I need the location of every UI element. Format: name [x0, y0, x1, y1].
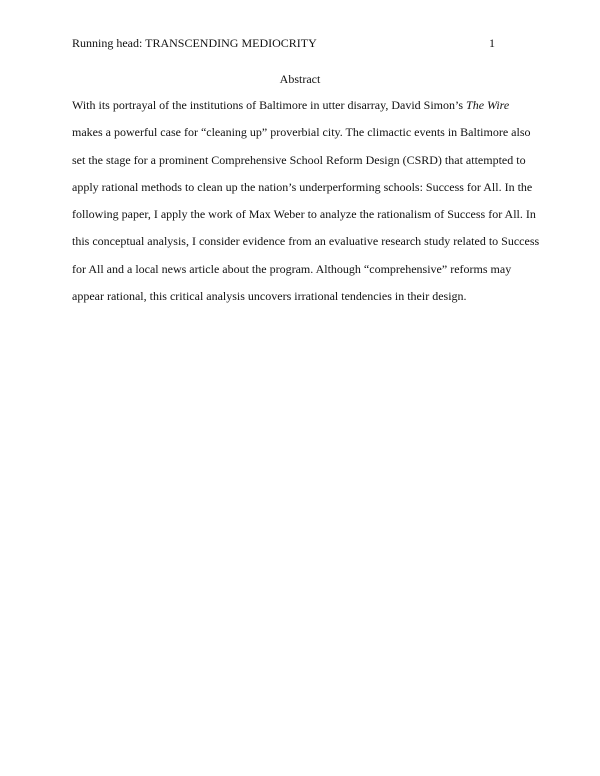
abstract-line-text: With its portrayal of the institutions of Baltimore in utter disarray, David Simon’s	[72, 98, 467, 112]
abstract-line	[72, 92, 532, 119]
abstract-line: following paper, I apply the work of Max Weber to analyze the rationalism of Success for All. In	[72, 207, 536, 222]
abstract-body	[72, 92, 540, 310]
abstract-line: apply rational methods to clean up the nation’s underperforming schools: Success for All. In the	[72, 179, 533, 194]
running-head: Running head: TRANSCENDING MEDIOCRITY	[72, 36, 317, 50]
abstract-line: makes a powerful case for “cleaning up” proverbial city. The climactic events in Baltimore also	[72, 125, 531, 140]
abstract-line: set the stage for a prominent Comprehensive School Reform Design (CSRD) that attempted to	[72, 152, 526, 167]
abstract-line: appear rational, this critical analysis uncovers irrational tendencies in their design.	[72, 289, 467, 304]
abstract-title: Abstract	[279, 72, 321, 86]
abstract-line: for All and a local news article about the program. Although “comprehensive” reforms may	[72, 261, 512, 276]
page-number: 1	[489, 36, 495, 50]
abstract-line: this conceptual analysis, I consider evidence from an evaluative research study related to Success	[72, 234, 540, 249]
show-title-italic: The Wire	[466, 98, 510, 112]
